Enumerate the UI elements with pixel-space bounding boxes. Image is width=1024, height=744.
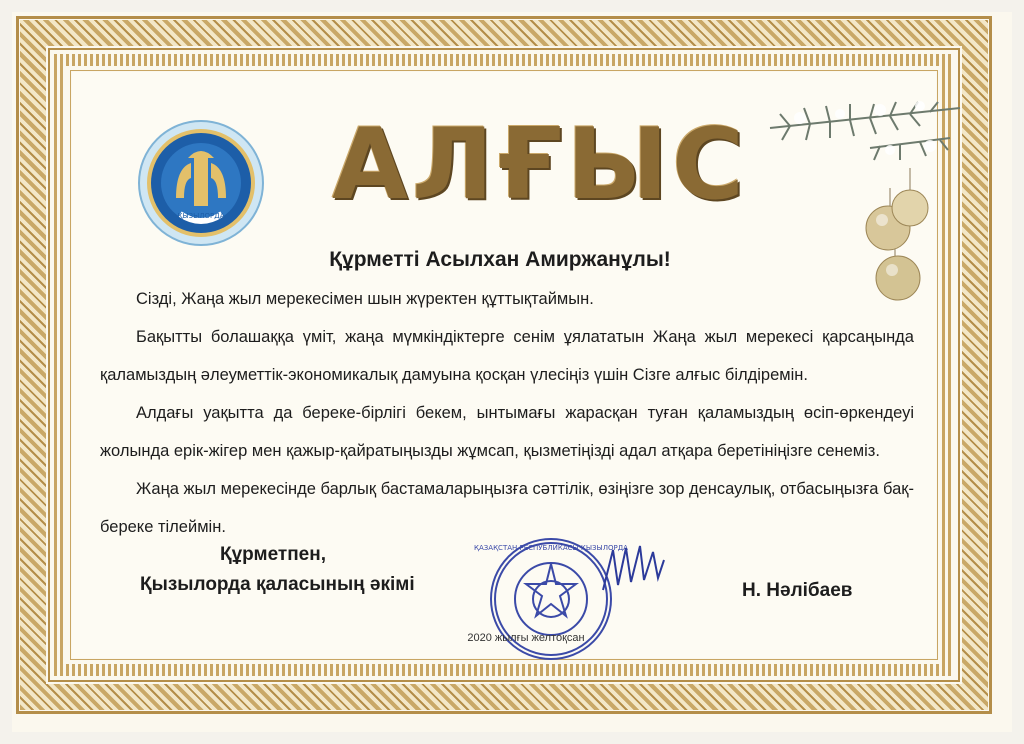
paragraph-4: Жаңа жыл мерекесінде барлық бастамаларыңызға сәттілік, өзіңізге зор денсаулық, отбасыңызға бақ-береке тілеймін. — [100, 480, 914, 536]
greeting: Құрметті Асылхан Амиржанұлы! — [329, 248, 671, 271]
paragraph-1: Сізді, Жаңа жыл мерекесімен шын жүректен құттықтаймын. — [136, 290, 594, 308]
issue-date: 2020 жылғы желтоқсан — [467, 632, 585, 644]
emblem-text: ҚЫЗЫЛОРДА — [177, 212, 225, 220]
closing-line-1: Құрметпен, — [220, 544, 326, 565]
paragraph-3: Алдағы уақытта да береке-бірлігі бекем, ынтымағы жарасқан туған қаламыздың өсіп-өркендеуі жолында ерік-жігер мен қажыр-қайратыңызды жұмсап, қызметіңізді адал атқара беретініңізге сенеміз. — [100, 404, 914, 460]
closing — [140, 540, 480, 600]
body-text — [100, 280, 914, 546]
closing-line-2: Қызылорда қаласының әкімі — [140, 574, 415, 595]
signature-scribble-icon — [598, 540, 668, 600]
certificate-title: АЛҒЫС — [332, 108, 748, 222]
seal-text: ҚАЗАҚСТАН РЕСПУБЛИКАСЫ ҚЫЗЫЛОРДА — [474, 544, 628, 552]
signatory-name: Н. Нәлібаев — [742, 580, 853, 601]
kyzylorda-emblem-icon — [136, 118, 266, 248]
paragraph-2: Бақытты болашаққа үміт, жаңа мүмкіндіктерге сенім ұялататын Жаңа жыл мерекесі қарсаңында қаламыздың әлеуметтік-экономикалық дамуына қосқан үлесіңіз үшін Сізге алғыс білдіремін. — [100, 328, 914, 384]
official-seal-icon — [474, 534, 628, 664]
